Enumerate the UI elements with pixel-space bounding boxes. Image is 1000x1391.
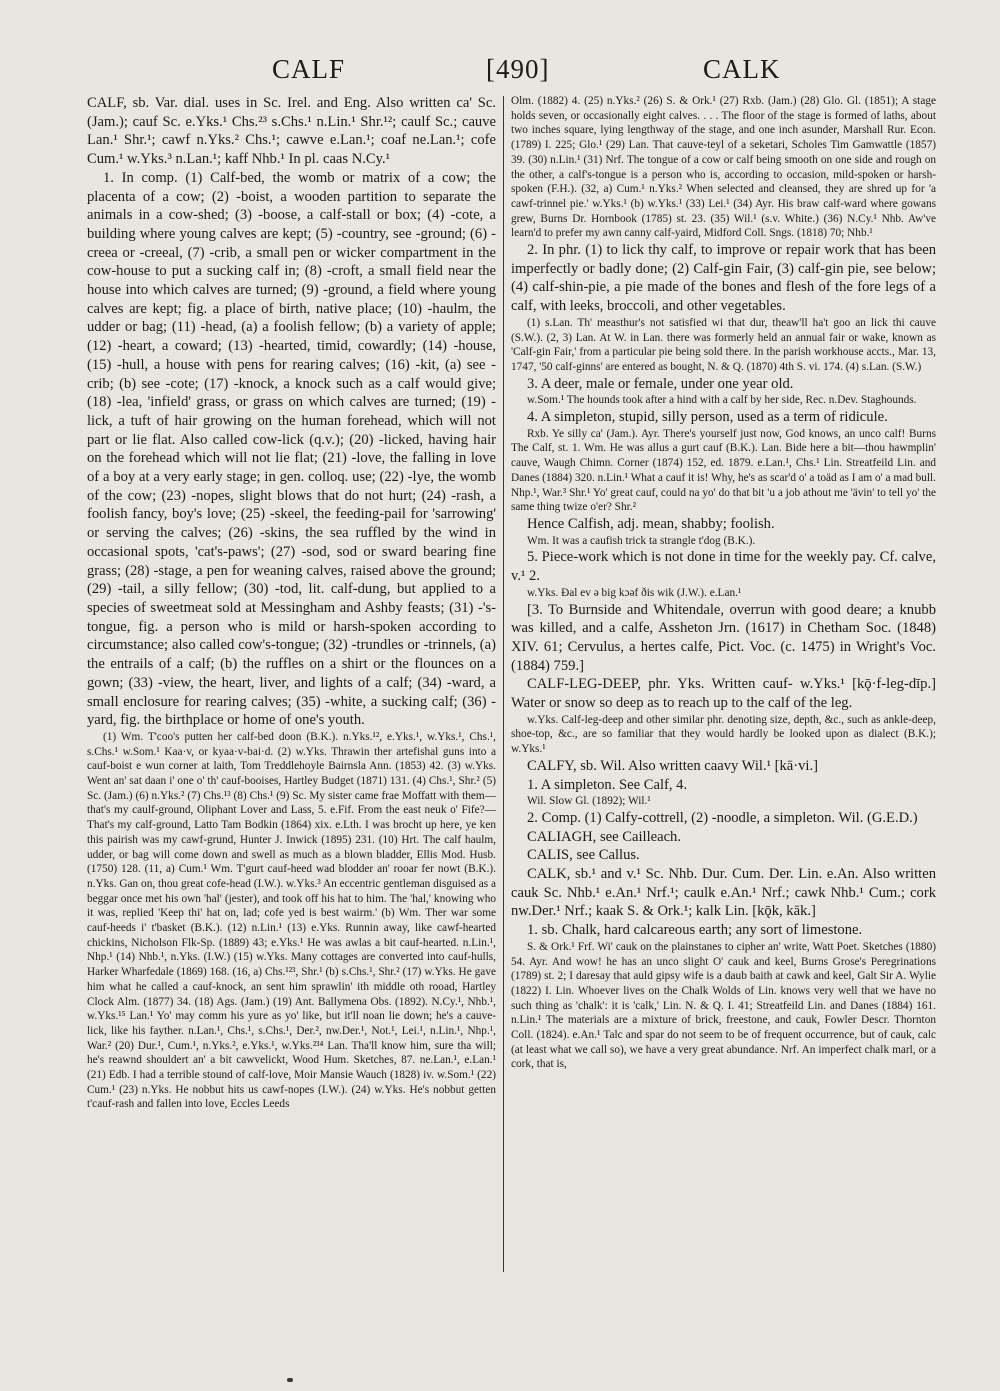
citations-simpleton: Rxb. Ye silly ca' (Jam.). Ayr. There's yourself just now, God knows, an unco calf! Burns The Calf, st. 1. Wm. He was allus a gurt cauf (B.K.). Lan. Bide here a bit—thou hawmplin' cauve, Waugh Chimn. Corner (1874) 152, ed. 1879. e.Lan.¹, Chs.¹ Lin. Streatfeild Lin. and Danes (1884) 320. n.Lin.¹ What a cauf it is! Why, he's as scar'd o' a toäd as I am o' a mad bull. Nhp.¹, War.³ Shr.¹ Yo' great cauf, could na yo' do that bit 'u a job athout me 'ävin' to tell yo' the same thing twize o'er? Shr.² [511, 427, 936, 514]
header-right-headword: CALK [703, 54, 781, 84]
citation-deer: w.Som.¹ The hounds took after a hind with a calf by her side, Rec. n.Dev. Staghounds. [527, 394, 917, 407]
ink-mark [287, 1378, 293, 1382]
entry-caliagh: CALIAGH, see Cailleach. [527, 828, 681, 845]
calfy-sense-2: 2. Comp. (1) Calfy-cottrell, (2) -noodle, a simpleton. Wil. (G.E.D.) [527, 809, 918, 826]
entry-calf-head: CALF, sb. Var. dial. uses in Sc. Irel. and Eng. Also written ca' Sc. (Jam.); cauf Sc. e.Yks.¹ Chs.²³ s.Chs.¹ n.Lin.¹ Shr.¹²; caulf Sc.; cauve Lan.¹ Shr.¹; cawf n.Yks.² Chs.¹; cawve e.Lan.¹; coaf ne.Lan.¹; cofe Cum.¹ w.Yks.³ n.Lan.¹; kaff Nhb.¹ In pl. caas N.Cy.¹ [87, 95, 496, 168]
citations-compounds: (1) Wm. T'coo's putten her calf-bed doon (B.K.). n.Yks.¹², e.Yks.¹, w.Yks.¹, Chs.¹, s.Chs.¹ w.Som.¹ Kaa·v, or kyaa·v-bai·d. (2) w.Yks. Thrawin ther artefishal guns into a cauf-boist e wun corner at laith, Tom Treddlehoyle Bairnsla Ann. (1853) 42. (3) w.Yks. Went an' sat daan i' one o' th' cauf-booises, Hartley Budget (1871) 131. (4) Chs.¹, Shr.² (5) Sc. (Jam.) (6) n.Yks.² (7) Chs.¹³ (8) Chs.¹ (9) Sc. My sister came frae Moffatt with them—that's my caulf-ground, Oliphant Lover and Lass, 5. e.Fif. From the east neuk o' Fife?—That's my calf-ground, Latto Tam Bodkin (1864) xix. e.Lth. I was brocht up here, ye ken this pairish was my cawf-grund, Hunter J. Inwick (1895) 231. (10) Hrt. The calf haulm, udder, or bag will come down and swell as much as a blown bladder, Ellis Mod. Husb. (1750) 128. (11, a) Cum.¹ Wm. T'gurt cauf-heed wad blodder an' rooar fer nowt (B.K.). n.Yks. Gan on, thou great cofe-head (I.W.). w.Yks.³ An eccentric gentleman disguised as a beggar once met his own 'hal' (jester), and took off his hat to him. The 'hal,' knowing who it was, replied 'Keep thi' hat on, lad; cofe yed is best wairm.' (b) Wm. Ther war some cauf-heeds i' t'basket (B.K.). (12) n.Lin.¹ (13) e.Yks. Runnin away, like cawf-hearted chickins, Nicholson Flk-Sp. (1889) 43; e.Yks.¹ He was awlas a bit cauf-hearted. n.Lin.¹, Nhp.¹ (14) Nhb.¹, n.Yks. (I.W.) (15) w.Yks. Many cottages are converted into cauf-hulls, Harker Wharfedale (1869) 168. (16, a) Chs.¹²³, Shr.¹ (b) s.Chs.¹, Shr.² (17) w.Yks. He gave him what he called a cauf-knock, an sent him sprawlin' ith middle oth rooad, Hartley Clock Alm. (1877) 34. (18) Ags. (Jam.) (19) Ant. Ballymena Obs. (1892). N.Cy.¹, Nhb.¹, w.Yks.¹⁵ Lan.¹ Yo' may comm his yure as yo' like, but it'll noan lie down; he's a cauve-lick, like his fayther. n.Lan.¹, Chs.¹, s.Chs.¹, Der.², nw.Der.¹, Not.¹, Lei.¹, n.Lin.¹, Nhp.¹, War.² (20) Dur.¹, Cum.¹, n.Yks.², e.Yks.¹, w.Yks.²³⁴ Lan. Tha'll know him, sure tha will; he's reawnd shouldert an' a bit cawvelickt, Wood Hum. Sketches, 87. ne.Lan.¹, e.Lan.¹ (21) Edb. I had a terrible stound of calf-love, Moir Mansie Wauch (1828) iv. w.Som.¹ (22) Cum.¹ (23) n.Yks. He nobbut hits us cawf-nopes (I.W.). (24) w.Yks. He's nobbut getten t'cauf-rash and fallen into love, Eccles Leeds [87, 730, 496, 1111]
citation-calfish: Wm. It was a caufish trick ta strangle t'dog (B.K.). [527, 534, 756, 547]
sense-4-simpleton: 4. A simpleton, stupid, silly person, used as a term of ridicule. [527, 409, 888, 426]
calk-sense-1: 1. sb. Chalk, hard calcareous earth; any sort of limestone. [527, 922, 863, 939]
sense-1-compounds: 1. In comp. (1) Calf-bed, the womb or matrix of a cow; the placenta of a cow; (2) -boist, a wooden partition to separate the animals in a cow-shed; (3) -boose, a calf-stall or box; (4) -cote, a building where young calves are kept; (5) -country, see -ground; (6) -creea or -creeal, (7) -crib, a small pen or wicker compartment in the cow-house to put a sucking calf in; (8) -croft, a small field near the house into which calves are turned; (9) -ground, a field where young calves are kept; fig. a place of birth, native place; (10) -haulm, the udder or bag; (11) -head, (a) a foolish fellow; (b) a variety of apple; (12) -heart, a coward; (13) -hearted, timid, cowardly; (14) -house, (15) -hull, a house with pens for rearing calves; (16) -kit, (a) see -crib; (b) see -cote; (17) -knock, a knock such as a calf would give; (18) -lea, 'infield' grass, or grass on which calves are turned; (19) -lick, a tuft of hair growing on the human forehead, which will not part or lie flat. Also called cow-lick (q.v.); (20) -licked, having hair on the forehead which will not lie flat; (21) -love, the falling in love of a boy at a very early stage; in gen. colloq. use; (22) -lye, the womb of the cow; (23) -nopes, slight blows that do not hurt; (24) -rash, a foolish fancy, boy's love; (25) -skeel, the feeding-pail for 'sarrowing' or serving the calves; (26) -skins, the sea ruffled by the wind in occasional spots, 'cat's-paws'; (27) -sod, sod or sward bearing fine grass; (28) -stage, a pen for weaning calves, raised above the ground; (29) -tail, a silly fellow; (30) -tod, lit. calf-dung, but applied to a species of sweetmeat sold at Messingham and Ashby feasts; (31) -'s-tongue, fig. a person who is mild or harsh-spoken according to circumstance; also called cow's-tongue; (32) -trundles or -trinnels, (a) the entrails of a calf; (b) the ruffles on a shirt or the flounces on a gown; (33) -view, the heart, liver, and lights of a calf; (34) -ward, a small enclosure for rearing calves; (35) -white, a sucking calf; (36) -yard, fig. the birthplace or home of one's youth. [87, 169, 496, 729]
left-column [87, 94, 496, 1284]
entry-calk: CALK, sb.¹ and v.¹ Sc. Nhb. Dur. Cum. Der. Lin. e.An. Also written cauk Sc. Nhb.¹ e.An.¹ Nrf.¹; caulk e.An.¹ Nrf.; cawk Nhb.¹ Cum.; cork nw.Der.¹ Nrf.; kaak S. & Ork.¹; kalk Lin. [kǭk, kāk.] [511, 866, 936, 920]
sense-3-deer: 3. A deer, male or female, under one year old. [527, 375, 794, 392]
column-divider [503, 96, 504, 1272]
calfy-citation: Wil. Slow Gl. (1892); Wil.¹ [527, 795, 651, 808]
header-left-headword: CALF [272, 54, 346, 84]
calk-citations: S. & Ork.¹ Frf. Wi' cauk on the plainstanes to cipher an' write, Watt Poet. Sketches (1880) 54. Ayr. And wow! he has an unco slight O' cauk and keel, Burns Grose's Peregrinations (1789) st. 2; I daresay that auld gipsy wife is a daub baith at cawk and keel, Galt Sir A. Wylie (1822) I. Lin. Whoever lives on the Chalk Wolds of Lin. knows very well that we have no such thing as 'chalk': it is 'calk,' Lin. N. & Q. I. 41; Streatfeild Lin. and Danes (1884) 161. n.Lin.¹ The materials are a mixture of brick, freestone, and cauk, Fowler Descr. Thornton Coll. (1824). e.An.¹ Talc and spar do not seem to be of frequent occurrence, but of cauk, calc (at least what we call so), we have a very great abundance. Nrf. An imperfect chalk marl, or a cork, that is, [511, 940, 936, 1071]
citations-continued: Olm. (1882) 4. (25) n.Yks.² (26) S. & Ork.¹ (27) Rxb. (Jam.) (28) Glo. Gl. (1851); A stage holds seven, or occasionally eight calves. . . . The floor of the stage is formed of laths, about two inches square, lying lengthway of the stage, and one inch asunder, Marshall Rur. Econ. (1789) I. 225; Glo.¹ (29) Lan. That cauve-teyl of a seketari, Scholes Tim Gamwattle (1857) 39. (30) n.Lin.¹ (31) Nrf. The tongue of a cow or calf being smooth on one side and rough on the other, a calf's-tongue is a person who is, according to occasion, mild-spoken or harsh-spoken (F.H.). (32, a) Cum.¹ n.Yks.² When selected and cleansed, they are shred up for 'a cawf-trinnel pie.' w.Yks.¹ (b) w.Yks.¹ (33) Lei.¹ (34) Ayr. His braw calf-ward where gowans grew, Burns Dr. Hornbook (1785) st. 23. (35) Wil.¹ (s.v. White.) (36) N.Cy.¹ Nhb. Aw've learn'd to prefer my awn canny calf-yaird, Midford Coll. Sngs. (1818) 70; Nhb.¹ [511, 95, 936, 240]
page-number: [490] [486, 54, 550, 84]
etymology-note: [3. To Burnside and Whitendale, overrun with good deare; a knubb was killed, and a calfe, Assheton Jrn. (1617) in Chetham Soc. (1848) XIV. 61; Cervulus, a hertes calfe, Pict. Voc. (c. 1475) in Wright's Voc. (1884) 759.] [511, 601, 936, 674]
citations-phrases: (1) s.Lan. Th' measthur's not satisfied wi that dur, theaw'll ha't goo an lick thi cauve (S.W.). (2, 3) Lan. At W. in Lan. there was formerly held an annual fair or wake, known as 'Calf-gin Fair,' from a particular pie being sold there. In the parish workhouse accts., Mar. 13, 1747, '50 calf-ginns' are entered as bought, N. & Q. (1870) 4th S. vi. 174. (4) s.Lan. (S.W.) [511, 316, 936, 373]
citation-piecework: w.Yks. Ðal ev ə big kɔəf ðis wik (J.W.). e.Lan.¹ [527, 586, 742, 599]
derivative-calfish: Hence Calfish, adj. mean, shabby; foolish. [527, 515, 775, 532]
calfy-sense-1: 1. A simpleton. See Calf, 4. [527, 776, 688, 793]
running-header [0, 54, 1000, 94]
entry-calf-leg-deep: CALF-LEG-DEEP, phr. Yks. Written cauf- w.Yks.¹ [kǭ·f-leg-dīp.] Water or snow so deep as to reach up to the calf of the leg. [511, 676, 936, 712]
sense-2-phrases: 2. In phr. (1) to lick thy calf, to improve or repair work that has been imperfectly or badly done; (2) Calf-gin Fair, (3) calf-gin pie, see below; (4) calf-shin-pie, a pie made of the bones and flesh of the fore legs of a calf, with leeks, broccoli, and other vegetables. [511, 242, 936, 315]
entry-calis: CALIS, see Callus. [527, 847, 640, 864]
citation-calf-leg-deep: w.Yks. Calf-leg-deep and other similar phr. denoting size, depth, &c., such as ankle-deep, shoe-top, &c., are so familiar that they would hardly be looked upon as dialect (B.K.); w.Yks.¹ [511, 713, 936, 756]
entry-calfy: CALFY, sb. Wil. Also written caavy Wil.¹ [kā·vi.] [527, 757, 818, 774]
sense-5-piecework: 5. Piece-work which is not done in time for the weekly pay. Cf. calve, v.¹ 2. [511, 549, 936, 585]
right-column [511, 94, 936, 1284]
